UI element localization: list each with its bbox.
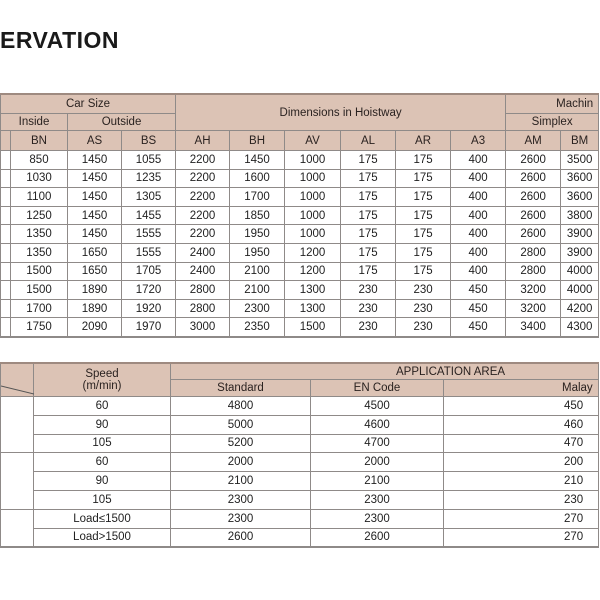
table-cell: 1720 xyxy=(122,281,176,300)
table-row xyxy=(1,318,599,337)
table-cell: 400 xyxy=(451,225,506,244)
cell-standard: 2300 xyxy=(171,509,311,528)
table-cell: 175 xyxy=(396,262,451,281)
table-cell: 2200 xyxy=(176,151,230,170)
table-cell: 4200 xyxy=(561,299,599,318)
cell-en: 2300 xyxy=(311,509,444,528)
simplex-header: Simplex xyxy=(506,114,599,131)
outside-header: Outside xyxy=(68,114,176,131)
dimensions-table xyxy=(0,93,599,338)
cell-speed: 60 xyxy=(34,453,171,472)
speed-label: Speed xyxy=(85,368,119,380)
table-cell: 1500 xyxy=(285,318,341,337)
cell-speed: 90 xyxy=(34,472,171,491)
table-row xyxy=(1,206,599,225)
corner-header xyxy=(1,363,34,397)
table-cell: 1300 xyxy=(285,299,341,318)
table-row xyxy=(1,188,599,207)
table-cell: 2800 xyxy=(506,243,561,262)
application-area-header: APPLICATION AREA xyxy=(171,363,599,380)
table-cell: 3500 xyxy=(561,151,599,170)
table-cell: 2600 xyxy=(506,169,561,188)
table-cell: 1450 xyxy=(68,206,122,225)
table-cell: 3200 xyxy=(506,281,561,300)
column-header-am: AM xyxy=(506,131,561,151)
table-row xyxy=(1,528,599,547)
column-header-ah: AH xyxy=(176,131,230,151)
cell-malay: 270 xyxy=(444,528,599,547)
cell-malay: 210 xyxy=(444,472,599,491)
table-cell: 2200 xyxy=(176,206,230,225)
table-cell: 2800 xyxy=(176,281,230,300)
table-cell: 4000 xyxy=(561,262,599,281)
table-cell: 1890 xyxy=(68,281,122,300)
table-row xyxy=(1,509,599,528)
table-cell: 400 xyxy=(451,169,506,188)
column-header-al: AL xyxy=(341,131,396,151)
table-cell: 1235 xyxy=(122,169,176,188)
cell-en: 4600 xyxy=(311,415,444,434)
group-cell xyxy=(1,509,34,547)
column-header-bs: BS xyxy=(122,131,176,151)
hoistway-header: Dimensions in Hoistway xyxy=(176,94,506,131)
table-row xyxy=(1,490,599,509)
cell-en: 4500 xyxy=(311,397,444,416)
table-cell: 175 xyxy=(396,151,451,170)
table-cell: 175 xyxy=(396,206,451,225)
table-cell: 3000 xyxy=(176,318,230,337)
standard-header: Standard xyxy=(171,380,311,397)
cell-en: 2100 xyxy=(311,472,444,491)
column-header-bh: BH xyxy=(230,131,285,151)
cell-malay: 460 xyxy=(444,415,599,434)
cell-en: 2600 xyxy=(311,528,444,547)
table-cell: 3600 xyxy=(561,188,599,207)
table-cell: 3400 xyxy=(506,318,561,337)
table-cell: 1055 xyxy=(122,151,176,170)
cell-en: 4700 xyxy=(311,434,444,453)
table-cell: 2090 xyxy=(68,318,122,337)
table-cell: 1650 xyxy=(68,262,122,281)
cell-en: 2000 xyxy=(311,453,444,472)
table-cell: 230 xyxy=(341,299,396,318)
malay-header: Malay xyxy=(444,380,599,397)
table-cell: 1455 xyxy=(122,206,176,225)
table-cell: 400 xyxy=(451,151,506,170)
table-cell: 1100 xyxy=(11,188,68,207)
group-cell xyxy=(1,397,34,453)
cell-en: 2300 xyxy=(311,490,444,509)
table-cell: 1000 xyxy=(285,169,341,188)
table-cell: 175 xyxy=(341,169,396,188)
car-size-header: Car Size xyxy=(1,94,176,114)
table-cell xyxy=(1,281,11,300)
table-row xyxy=(1,225,599,244)
table-cell: 230 xyxy=(341,318,396,337)
table-cell: 2300 xyxy=(230,299,285,318)
cell-malay: 270 xyxy=(444,509,599,528)
table-cell: 2400 xyxy=(176,243,230,262)
table-cell: 3900 xyxy=(561,225,599,244)
en-code-header: EN Code xyxy=(311,380,444,397)
cell-standard: 2600 xyxy=(171,528,311,547)
table-row xyxy=(1,169,599,188)
table-cell: 400 xyxy=(451,206,506,225)
cell-malay: 450 xyxy=(444,397,599,416)
table-cell: 1450 xyxy=(68,188,122,207)
table-cell: 230 xyxy=(396,318,451,337)
cell-speed: 105 xyxy=(34,434,171,453)
table-cell: 1350 xyxy=(11,243,68,262)
table-cell: 1000 xyxy=(285,151,341,170)
table-cell: 450 xyxy=(451,281,506,300)
table-cell: 450 xyxy=(451,299,506,318)
table-cell: 2100 xyxy=(230,262,285,281)
table-cell: 1200 xyxy=(285,243,341,262)
table-cell: 1450 xyxy=(68,151,122,170)
table-cell: 175 xyxy=(341,151,396,170)
table-cell: 2200 xyxy=(176,188,230,207)
table-cell: 1970 xyxy=(122,318,176,337)
table-cell: 1500 xyxy=(11,281,68,300)
table-cell: 2600 xyxy=(506,151,561,170)
table-cell: 1600 xyxy=(230,169,285,188)
table-row xyxy=(1,434,599,453)
column-header-a3: A3 xyxy=(451,131,506,151)
table-cell: 1350 xyxy=(11,225,68,244)
cell-standard: 5000 xyxy=(171,415,311,434)
table-cell: 3200 xyxy=(506,299,561,318)
table-cell: 1650 xyxy=(68,243,122,262)
cell-speed: 60 xyxy=(34,397,171,416)
table-cell: 175 xyxy=(341,262,396,281)
column-header-blank xyxy=(1,131,11,151)
table-cell: 1700 xyxy=(11,299,68,318)
table-cell xyxy=(1,151,11,170)
table-cell: 1250 xyxy=(11,206,68,225)
table-cell: 1450 xyxy=(68,225,122,244)
speed-unit: (m/min) xyxy=(82,380,122,392)
table-row xyxy=(1,243,599,262)
table-cell xyxy=(1,206,11,225)
table-cell: 1950 xyxy=(230,243,285,262)
table-cell: 400 xyxy=(451,188,506,207)
table-row xyxy=(1,397,599,416)
table-row xyxy=(1,453,599,472)
table-cell: 1450 xyxy=(68,169,122,188)
column-header-ar: AR xyxy=(396,131,451,151)
table-cell: 230 xyxy=(396,299,451,318)
table-cell: 1555 xyxy=(122,243,176,262)
table-cell: 1500 xyxy=(11,262,68,281)
table-cell: 175 xyxy=(396,243,451,262)
column-header-as: AS xyxy=(68,131,122,151)
cell-malay: 470 xyxy=(444,434,599,453)
table-cell: 2800 xyxy=(506,262,561,281)
table-cell xyxy=(1,169,11,188)
table-cell: 175 xyxy=(341,225,396,244)
speed-header xyxy=(34,363,171,397)
cell-standard: 2300 xyxy=(171,490,311,509)
table-cell: 2600 xyxy=(506,225,561,244)
table-cell: 1950 xyxy=(230,225,285,244)
table-cell: 1700 xyxy=(230,188,285,207)
table-cell: 3900 xyxy=(561,243,599,262)
application-table xyxy=(0,362,599,548)
table-cell: 175 xyxy=(341,188,396,207)
table-cell: 175 xyxy=(396,188,451,207)
table-cell: 175 xyxy=(341,206,396,225)
table-row xyxy=(1,415,599,434)
table-row xyxy=(1,299,599,318)
table-cell: 1850 xyxy=(230,206,285,225)
table-row xyxy=(1,151,599,170)
table-row xyxy=(1,262,599,281)
table-cell: 4300 xyxy=(561,318,599,337)
table-cell xyxy=(1,318,11,337)
table-cell: 2200 xyxy=(176,225,230,244)
table-cell xyxy=(1,262,11,281)
table-cell xyxy=(1,225,11,244)
table-cell: 3600 xyxy=(561,169,599,188)
table-cell: 1000 xyxy=(285,225,341,244)
column-header-av: AV xyxy=(285,131,341,151)
table-cell: 2200 xyxy=(176,169,230,188)
cell-malay: 200 xyxy=(444,453,599,472)
table-cell: 3800 xyxy=(561,206,599,225)
table-cell: 450 xyxy=(451,318,506,337)
table-cell: 2800 xyxy=(176,299,230,318)
table-cell: 1890 xyxy=(68,299,122,318)
table-cell: 2600 xyxy=(506,188,561,207)
table-cell: 1555 xyxy=(122,225,176,244)
cell-standard: 2000 xyxy=(171,453,311,472)
cell-standard: 5200 xyxy=(171,434,311,453)
table-cell: 850 xyxy=(11,151,68,170)
cell-speed: 105 xyxy=(34,490,171,509)
group-cell xyxy=(1,453,34,509)
table-cell: 1920 xyxy=(122,299,176,318)
column-header-bn: BN xyxy=(11,131,68,151)
table-cell: 2100 xyxy=(230,281,285,300)
table-cell xyxy=(1,299,11,318)
cell-malay: 230 xyxy=(444,490,599,509)
table-row xyxy=(1,281,599,300)
table-cell: 1030 xyxy=(11,169,68,188)
table-cell: 175 xyxy=(396,169,451,188)
table-cell: 1705 xyxy=(122,262,176,281)
column-header-bm: BM xyxy=(561,131,599,151)
cell-standard: 4800 xyxy=(171,397,311,416)
table-cell: 4000 xyxy=(561,281,599,300)
table-cell: 1200 xyxy=(285,262,341,281)
table-cell: 2350 xyxy=(230,318,285,337)
machine-header: Machin xyxy=(506,94,599,114)
page-title: ERVATION xyxy=(0,27,120,53)
table-cell: 400 xyxy=(451,243,506,262)
table-cell: 175 xyxy=(396,225,451,244)
cell-speed: 90 xyxy=(34,415,171,434)
table-cell: 1300 xyxy=(285,281,341,300)
table-cell: 230 xyxy=(396,281,451,300)
table-cell: 1750 xyxy=(11,318,68,337)
cell-standard: 2100 xyxy=(171,472,311,491)
table-cell: 1000 xyxy=(285,188,341,207)
diagonal-line xyxy=(1,364,34,398)
table-cell: 230 xyxy=(341,281,396,300)
cell-speed: Load≤1500 xyxy=(34,509,171,528)
inside-header: Inside xyxy=(1,114,68,131)
table-cell xyxy=(1,188,11,207)
table-cell: 2400 xyxy=(176,262,230,281)
table-cell: 1305 xyxy=(122,188,176,207)
table-cell: 2600 xyxy=(506,206,561,225)
table-cell: 1450 xyxy=(230,151,285,170)
cell-speed: Load>1500 xyxy=(34,528,171,547)
table-row xyxy=(1,472,599,491)
table-cell: 1000 xyxy=(285,206,341,225)
table-cell: 400 xyxy=(451,262,506,281)
table-cell xyxy=(1,243,11,262)
table-cell: 175 xyxy=(341,243,396,262)
